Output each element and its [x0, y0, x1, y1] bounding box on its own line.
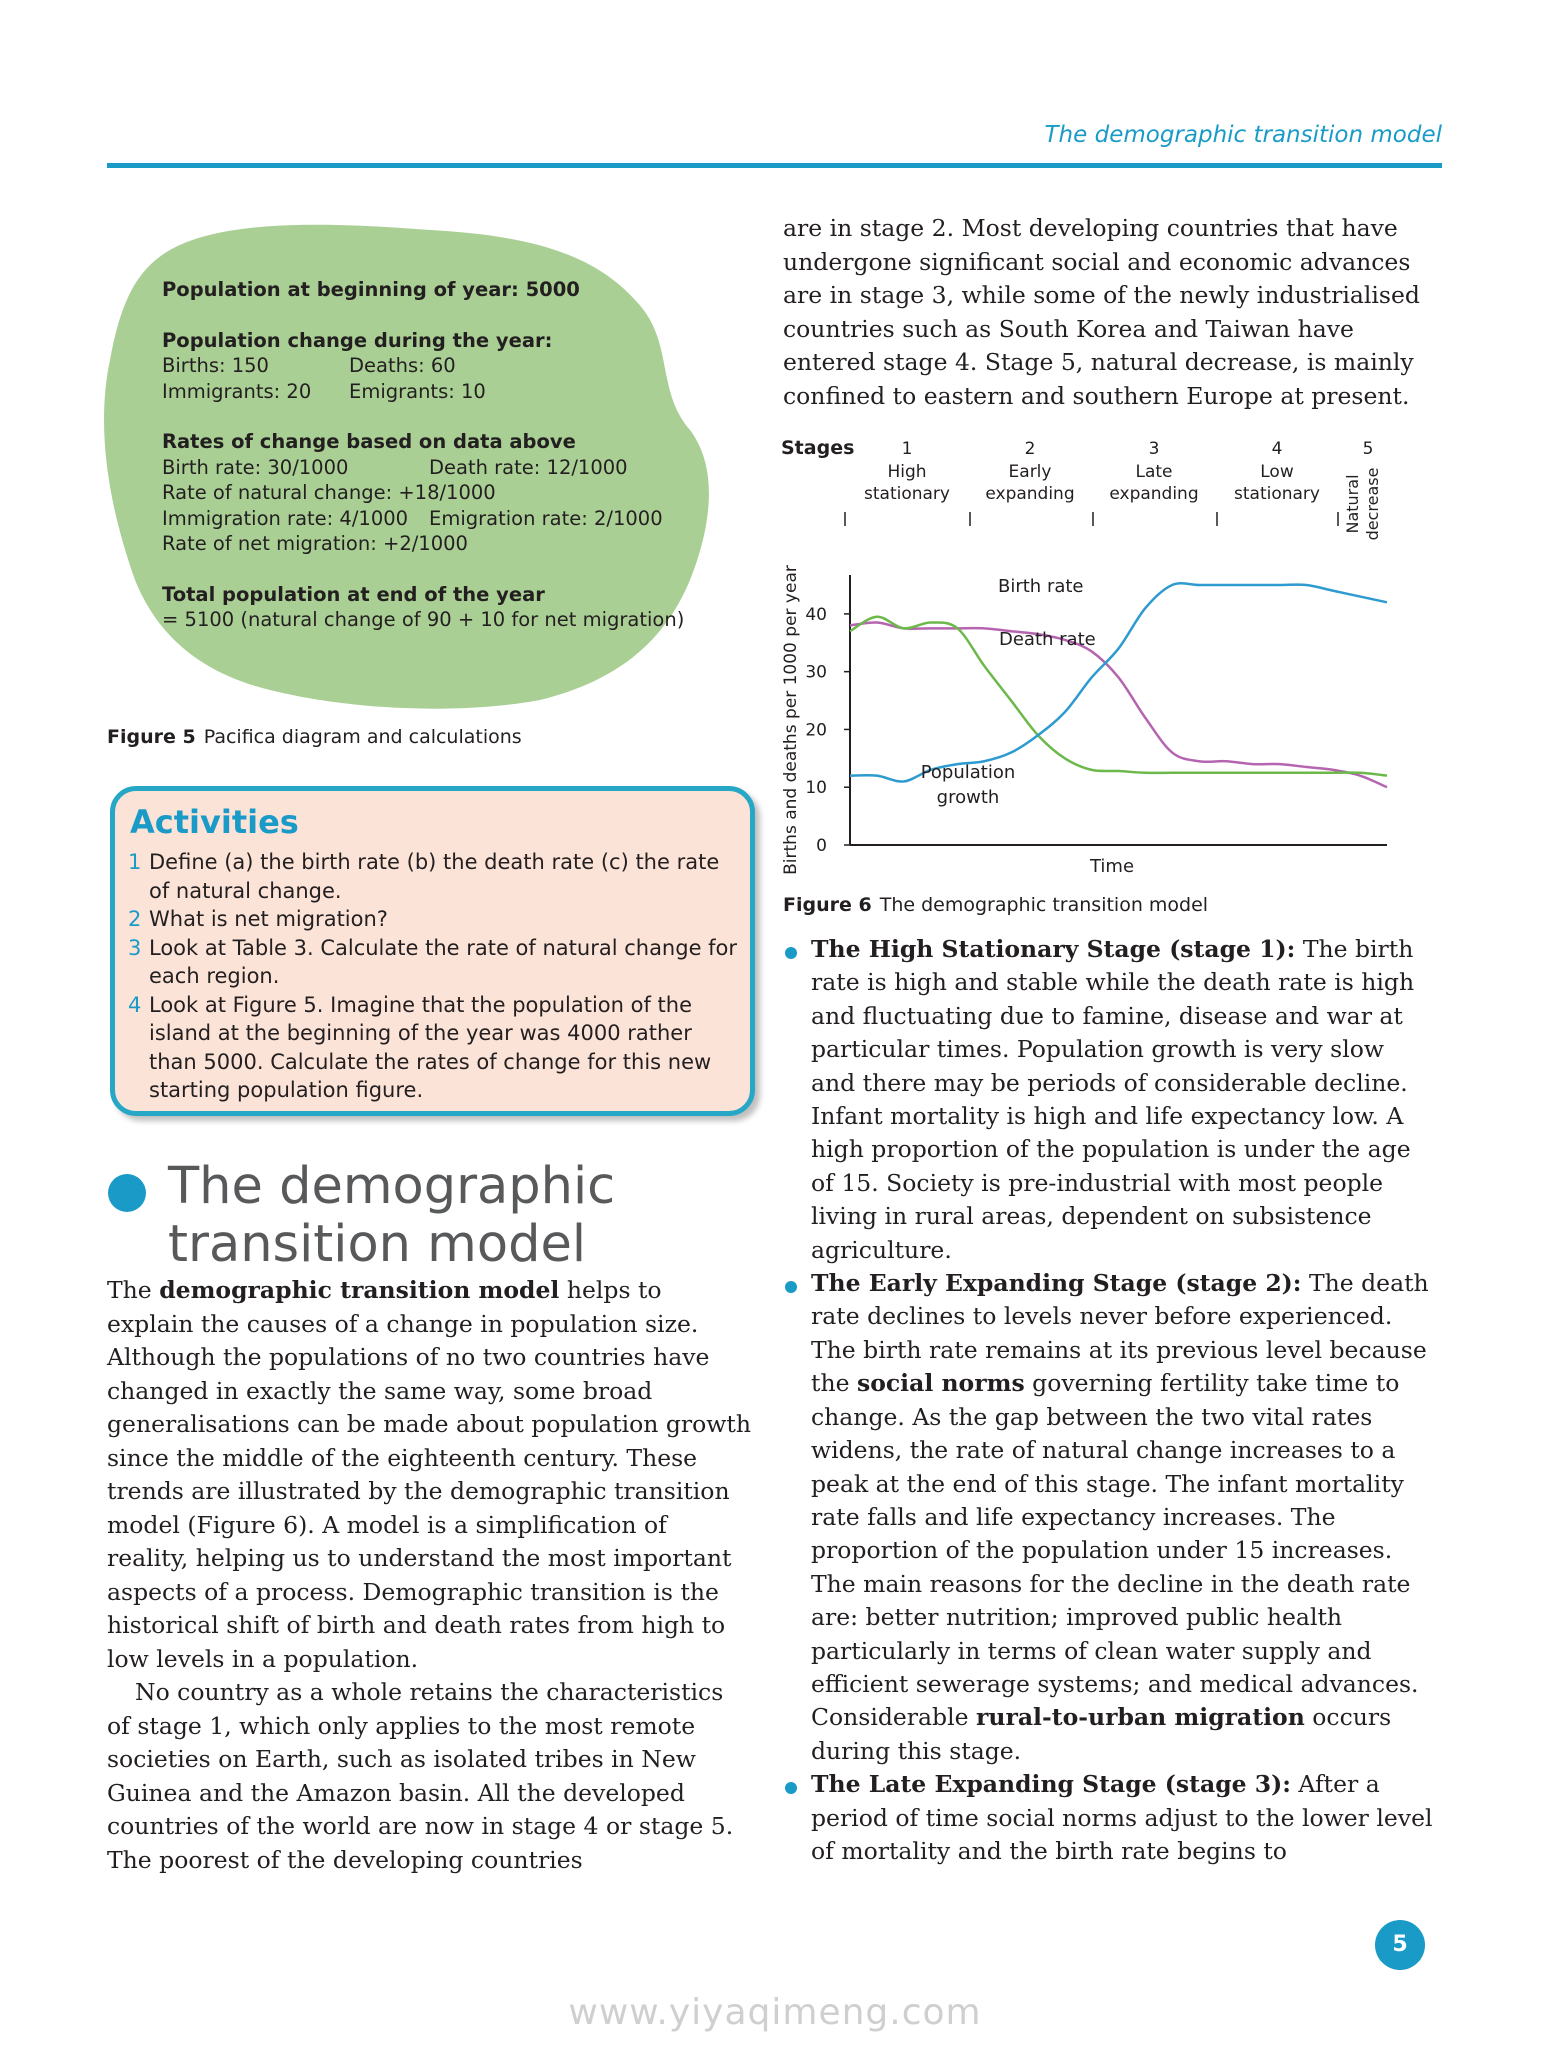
figure6-label: Figure 6 — [783, 894, 872, 916]
series-line-population-growth — [850, 583, 1387, 781]
activity-item: 4 Look at Figure 5. Imagine that the population of the island at the beginning of the year was 4000 rather than 5000. Calculate the rates of change for this new starting population figure. — [128, 992, 712, 1102]
left-body — [107, 1274, 752, 1877]
y-tick-label: 10 — [805, 778, 827, 799]
emigrants: Emigrants: 10 — [349, 379, 486, 403]
bullet-stage-3: The Late Expanding Stage (stage 3): After a period of time social norms adjust to the lower level of mortality and the birth rate begins to — [783, 1768, 1433, 1868]
net-migration: Rate of net migration: +2/1000 — [162, 532, 468, 555]
activities-title: Activities — [130, 803, 299, 841]
section-bullet-icon — [108, 1174, 146, 1212]
stage-name: expanding — [1109, 484, 1199, 504]
activities-box — [110, 786, 755, 1116]
bullet-stage-1: The High Stationary Stage (stage 1): The birth rate is high and stable while the death rate is high and fluctuating due to famine, disease and war at particular times. Population growth is very slow and there may be periods of considerable decline. Infant mortality is high and life expectancy low. A high proportion of the population is under the age of 15. Society is pre-industrial with most people living in rural areas, dependent on subsistence agriculture. — [783, 933, 1433, 1267]
activity-item: 1 Define (a) the birth rate (b) the death rate (c) the rate of natural change. — [128, 850, 720, 903]
immigrants: Immigrants: 20 — [162, 379, 312, 403]
x-axis-label: Time — [1089, 856, 1135, 877]
figure6-caption — [783, 894, 1208, 916]
series-label-population: growth — [936, 787, 1000, 808]
figure5-text: Pacifica diagram and calculations — [203, 726, 522, 748]
paragraph-1: The demographic transition model helps to explain the causes of a change in population size. Although the populations of no two countries have changed in exactly the same way, some broad generalisations can be made about population growth since the middle of the eighteenth century. These trends are illustrated by the demographic transition model (Figure 6). A model is a simplification of reality, helping us to understand the most important aspects of a process. Demographic transition is the historical shift of birth and death rates from high to low levels in a population. — [107, 1276, 752, 1673]
births: Births: 150 — [162, 354, 269, 377]
stage-name: Late — [1135, 462, 1173, 482]
y-tick-label: 20 — [805, 720, 827, 741]
paragraph-2: No country as a whole retains the characteristics of stage 1, which only applies to the most remote societies on Earth, such as isolated tribes in New Guinea and the Amazon basin. All the developed countries of the world are now in stage 4 or stage 5. The poorest of the developing countries — [107, 1678, 734, 1874]
y-tick-label: 40 — [805, 604, 827, 625]
dtm-chart — [775, 432, 1425, 882]
stage-name: stationary — [864, 484, 950, 504]
series-label-birth-rate: Birth rate — [998, 576, 1084, 597]
watermark: www.yiyaqimeng.com — [568, 1992, 982, 2033]
figure6-text: The demographic transition model — [879, 894, 1209, 916]
header-rule — [107, 163, 1442, 168]
stages-label: Stages — [781, 437, 855, 459]
deaths: Deaths: 60 — [349, 354, 456, 377]
figure5-caption — [107, 726, 522, 748]
death-rate: Death rate: 12/1000 — [429, 455, 628, 479]
bullet-stage-2: The Early Expanding Stage (stage 2): The death rate declines to levels never before experienced. The birth rate remains at its previous level because the social norms governing fertility take time to change. As the gap between the two vital rates widens, the rate of natural change increases to a peak at the end of this stage. The infant mortality rate falls and life expectancy increases. The proportion of the population under 15 increases. The main reasons for the decline in the death rate are: better nutrition; improved public health particularly in terms of clean water supply and efficient sewerage systems; and medical advances. Considerable rural-to-urban migration occurs during this stage. — [783, 1267, 1433, 1768]
pop-start: Population at beginning of year: 5000 — [162, 278, 580, 301]
series-label-population: Population — [920, 762, 1016, 783]
stage-name: High — [887, 462, 927, 482]
stage-number: 4 — [1271, 439, 1283, 459]
stage-number: 3 — [1148, 439, 1160, 459]
stage-name: Low — [1260, 462, 1294, 482]
y-tick-label: 0 — [816, 836, 827, 856]
stage-number: 1 — [901, 439, 913, 459]
stage-name: Natural — [1343, 474, 1362, 534]
stage-bullets — [783, 933, 1433, 1868]
figure5-label: Figure 5 — [107, 726, 196, 748]
total-heading: Total population at end of the year — [162, 582, 545, 606]
y-axis-label: Births and deaths per 1000 per year — [781, 565, 801, 875]
series-label-death-rate: Death rate — [999, 629, 1096, 650]
running-head: The demographic transition model — [1044, 122, 1442, 148]
stage-name: stationary — [1234, 484, 1320, 504]
total-value: = 5100 (natural change of 90 + 10 for net migration) — [162, 608, 685, 631]
page-number: 5 — [1375, 1920, 1425, 1970]
change-heading: Population change during the year: — [162, 328, 553, 352]
pacifica-calculations — [162, 277, 722, 633]
activity-item: 2 What is net migration? — [128, 907, 388, 931]
rates-heading: Rates of change based on data above — [162, 430, 576, 453]
activity-item: 3 Look at Table 3. Calculate the rate of natural change for each region. — [128, 935, 738, 988]
series-line-death-rate — [850, 617, 1387, 776]
activities-list — [128, 848, 743, 1105]
stage-name: expanding — [985, 484, 1075, 504]
birth-rate: Birth rate: 30/1000 — [162, 455, 349, 479]
section-title: The demographic transition model — [168, 1157, 616, 1274]
right-body-top: are in stage 2. Most developing countries that have undergone significant social and economic advances are in stage 3, while some of the newly industrialised countries such as South Korea and Taiwan have entered stage 4. Stage 5, natural decrease, is mainly confined to eastern and southern Europe at present. — [783, 214, 1420, 410]
y-tick-label: 30 — [805, 662, 827, 683]
stage-number: 5 — [1362, 439, 1374, 459]
immigration-rate: Immigration rate: 4/1000 — [162, 506, 409, 530]
emigration-rate: Emigration rate: 2/1000 — [429, 506, 663, 530]
stage-name: Early — [1008, 462, 1052, 482]
key-term: demographic transition model — [159, 1276, 560, 1304]
stage-number: 2 — [1024, 439, 1036, 459]
stage-name: decrease — [1363, 467, 1382, 541]
natural-change: Rate of natural change: +18/1000 — [162, 481, 496, 504]
